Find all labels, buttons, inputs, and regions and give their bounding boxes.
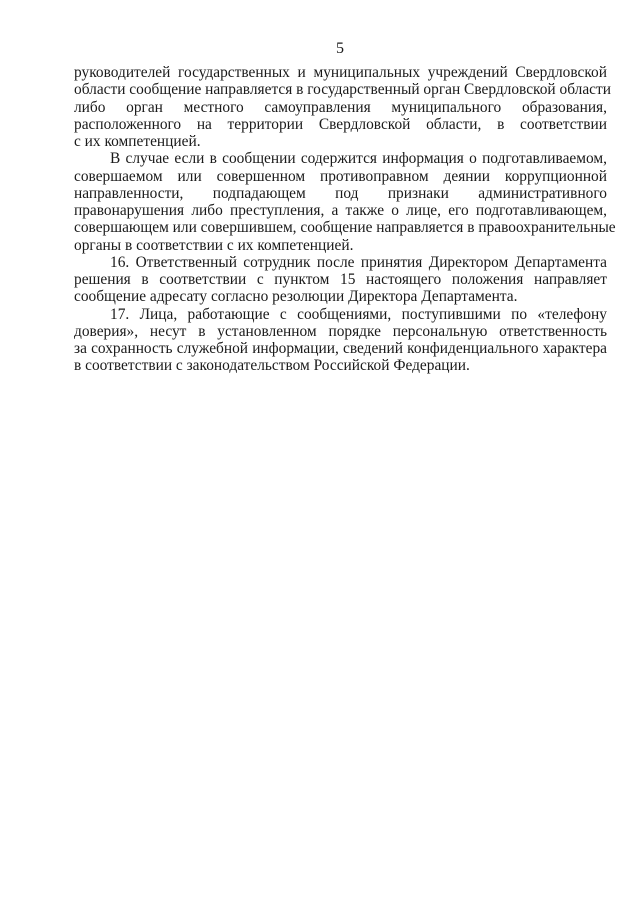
text-line: направленности, подпадающем под признаки административного <box>74 184 607 202</box>
page-number: 5 <box>336 40 344 57</box>
text-line: совершающем или совершившем, сообщение направляется в правоохранительные <box>74 219 616 237</box>
text-line: решения в соответствии с пунктом 15 настоящего положения направляет <box>74 271 607 288</box>
text-line: совершаемом или совершенном противоправном деянии коррупционной <box>74 167 607 185</box>
text-line: доверия», несут в установленном порядке персональную ответственность <box>74 322 607 340</box>
text-line: либо орган местного самоуправления муниципального образования, <box>74 98 607 116</box>
text-line: органы в соответствии с их компетенцией. <box>74 236 354 254</box>
text-line: с их компетенцией. <box>74 133 201 150</box>
paragraph <box>74 254 607 306</box>
text-line: за сохранность служебной информации, сведений конфиденциального характера <box>74 340 607 357</box>
document-body <box>74 64 616 375</box>
paragraph <box>74 150 616 254</box>
text-line: в соответствии с законодательством Российской Федерации. <box>74 357 470 375</box>
text-line: 16. Ответственный сотрудник после принятия Директором Департамента <box>110 253 607 271</box>
text-line: сообщение адресату согласно резолюции Директора Департамента. <box>74 288 518 306</box>
paragraph <box>74 306 607 375</box>
text-line: 17. Лица, работающие с сообщениями, поступившими по «телефону <box>110 305 607 323</box>
text-line: руководителей государственных и муниципальных учреждений Свердловской <box>74 64 607 81</box>
text-line: области сообщение направляется в государственный орган Свердловской области <box>74 81 611 99</box>
paragraph <box>74 64 611 150</box>
text-line: расположенного на территории Свердловской области, в соответствии <box>74 115 607 133</box>
text-line: В случае если в сообщении содержится информация о подготавливаемом, <box>110 150 607 168</box>
text-line: правонарушения либо преступления, а также о лице, его подготавливающем, <box>74 202 607 219</box>
